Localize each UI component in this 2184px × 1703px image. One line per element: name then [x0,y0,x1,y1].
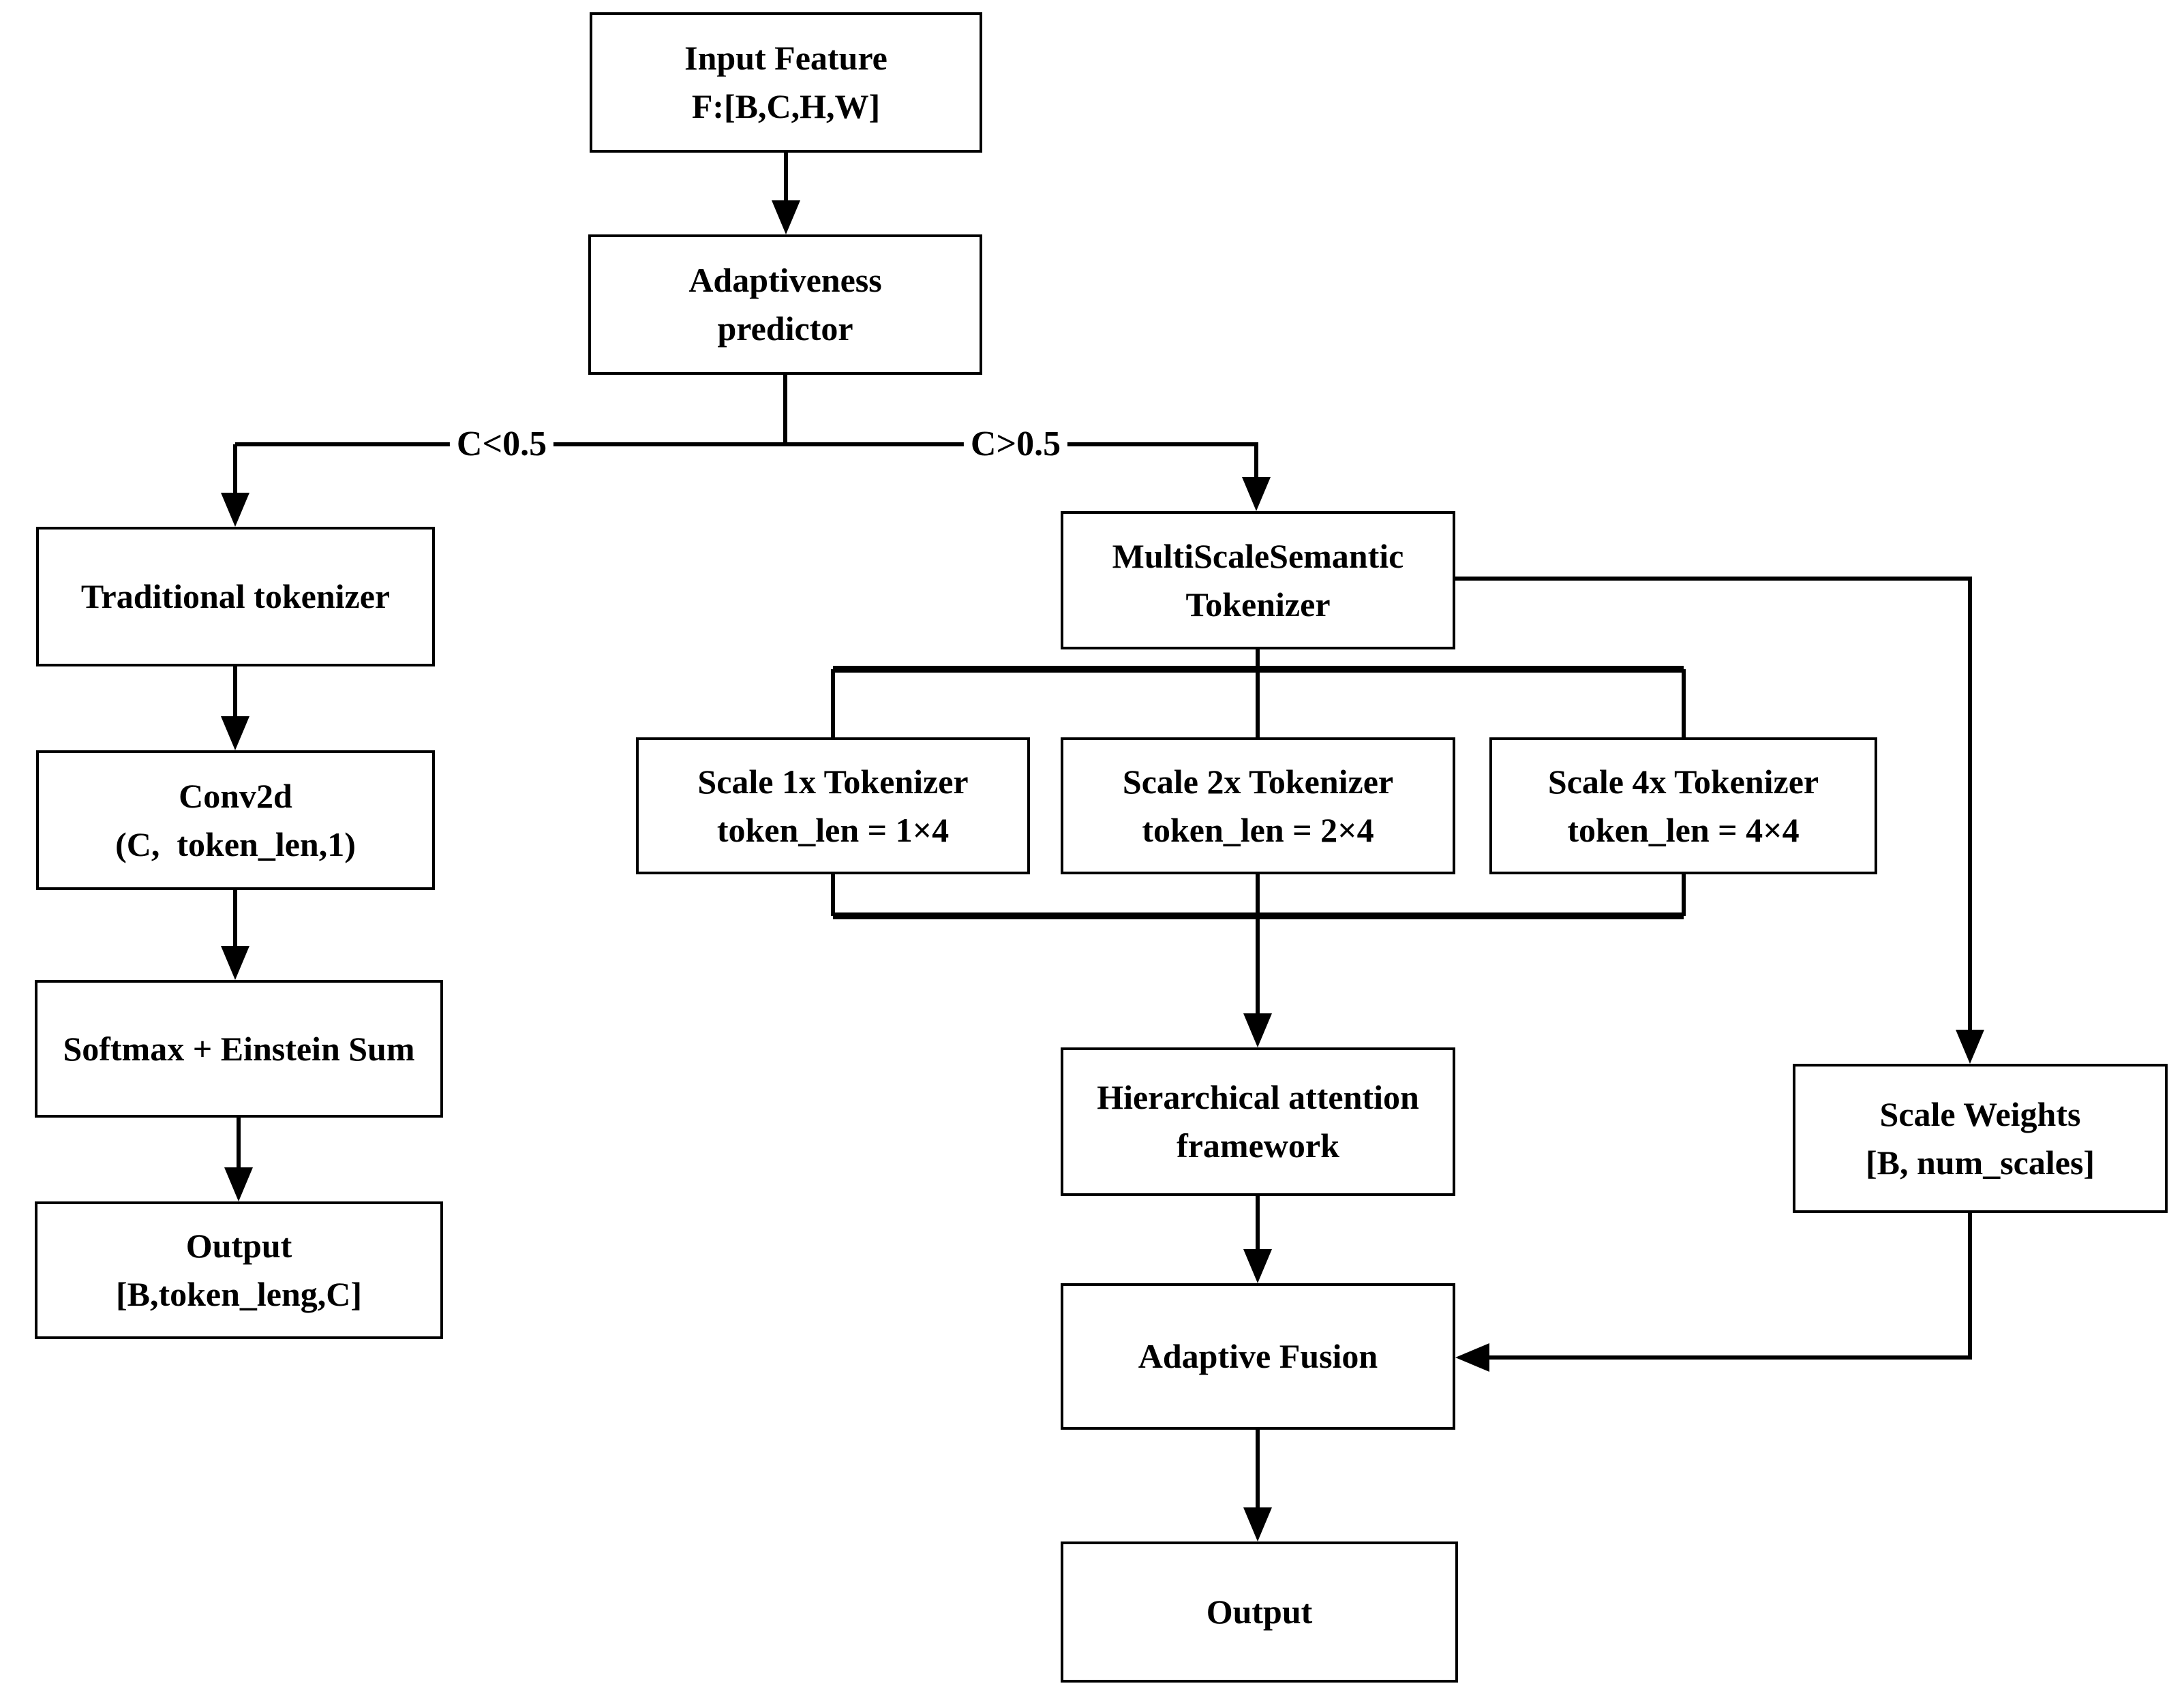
node-adaptiveness-predictor-label-line: predictor [717,309,853,348]
arrowhead-icon [1243,1013,1272,1047]
node-output-left-label-line: [B,token_leng,C] [115,1275,363,1313]
node-output-bottom [1061,1541,1458,1683]
node-scale-weights [1793,1064,2168,1213]
node-hierarchical-attention-label-line: Hierarchical attention [1097,1078,1419,1116]
arrowhead-icon [221,716,249,750]
node-adaptive-fusion-label-line: Adaptive Fusion [1138,1337,1378,1375]
arrowhead-icon [224,1167,253,1201]
node-adaptiveness-predictor-label-line: Adaptiveness [688,261,882,299]
node-scale-4x-tokenizer-label-line: Scale 4x Tokenizer [1547,762,1819,801]
node-scale-2x-tokenizer-label-line: token_len = 2×4 [1142,810,1374,849]
arrowhead-icon [1242,477,1271,511]
node-output-left-label-line: Output [185,1227,292,1265]
node-scale-2x-tokenizer [1061,737,1455,874]
node-scale-weights-label-line: Scale Weights [1879,1094,2081,1133]
node-scale-1x-tokenizer [636,737,1030,874]
node-output-bottom-label-line: Output [1206,1593,1313,1631]
edge-scale-weights-to-fusion [1455,1213,1970,1372]
node-input-feature [590,12,982,153]
branch-label-condition-right: C>0.5 [964,427,1067,462]
node-multiscale-semantic-tokenizer-label-line: Tokenizer [1185,585,1331,624]
node-scale-1x-tokenizer-label-line: token_len = 1×4 [716,810,950,849]
edge-branch-left-down [221,444,249,527]
node-scale-4x-tokenizer [1489,737,1877,874]
edge-fusion-to-output [1243,1430,1272,1541]
node-adaptive-fusion [1061,1283,1455,1430]
arrowhead-icon [221,493,249,527]
edge-softmax-to-output-left [224,1118,253,1201]
node-scale-4x-tokenizer-label-line: token_len = 4×4 [1567,810,1800,849]
branch-label-condition-left: C<0.5 [450,427,553,462]
node-traditional-tokenizer [36,527,435,666]
arrowhead-icon [1956,1030,1984,1064]
node-traditional-tokenizer-label-line: Traditional tokenizer [80,577,391,615]
node-hierarchical-attention [1061,1047,1455,1196]
edge-line [1489,1213,1970,1357]
node-adaptiveness-predictor [588,234,982,375]
edge-input-to-adaptiveness [772,153,800,234]
edge-hierarchical-to-fusion [1243,1196,1272,1283]
arrowhead-icon [1243,1507,1272,1541]
arrowhead-icon [1455,1343,1489,1372]
node-input-feature-label-line: Input Feature [684,39,888,77]
arrowhead-icon [221,946,249,980]
node-softmax-einstein-sum-label-line: Softmax + Einstein Sum [63,1029,415,1068]
node-hierarchical-attention-label-line: framework [1177,1126,1339,1165]
edge-merge-to-hierarchical [1243,916,1272,1047]
node-conv2d-label-line: Conv2d [179,776,292,815]
arrowhead-icon [772,200,800,234]
node-conv2d [36,750,435,890]
node-input-feature-label-line: F:[B,C,H,W] [691,87,881,125]
node-multiscale-semantic-tokenizer-label-line: MultiScaleSemantic [1112,536,1404,575]
node-output-left [35,1201,443,1339]
node-conv2d-label-line: (C, token_len,1) [115,825,356,863]
edge-traditional-to-conv2d [221,666,249,750]
node-scale-2x-tokenizer-label-line: Scale 2x Tokenizer [1122,762,1394,801]
node-multiscale-semantic-tokenizer [1061,511,1455,649]
node-scale-weights-label-line: [B, num_scales] [1865,1143,2095,1182]
node-softmax-einstein-sum [35,980,443,1118]
arrowhead-icon [1243,1249,1272,1283]
node-scale-1x-tokenizer-label-line: Scale 1x Tokenizer [697,762,969,801]
edge-conv2d-to-softmax [221,890,249,980]
